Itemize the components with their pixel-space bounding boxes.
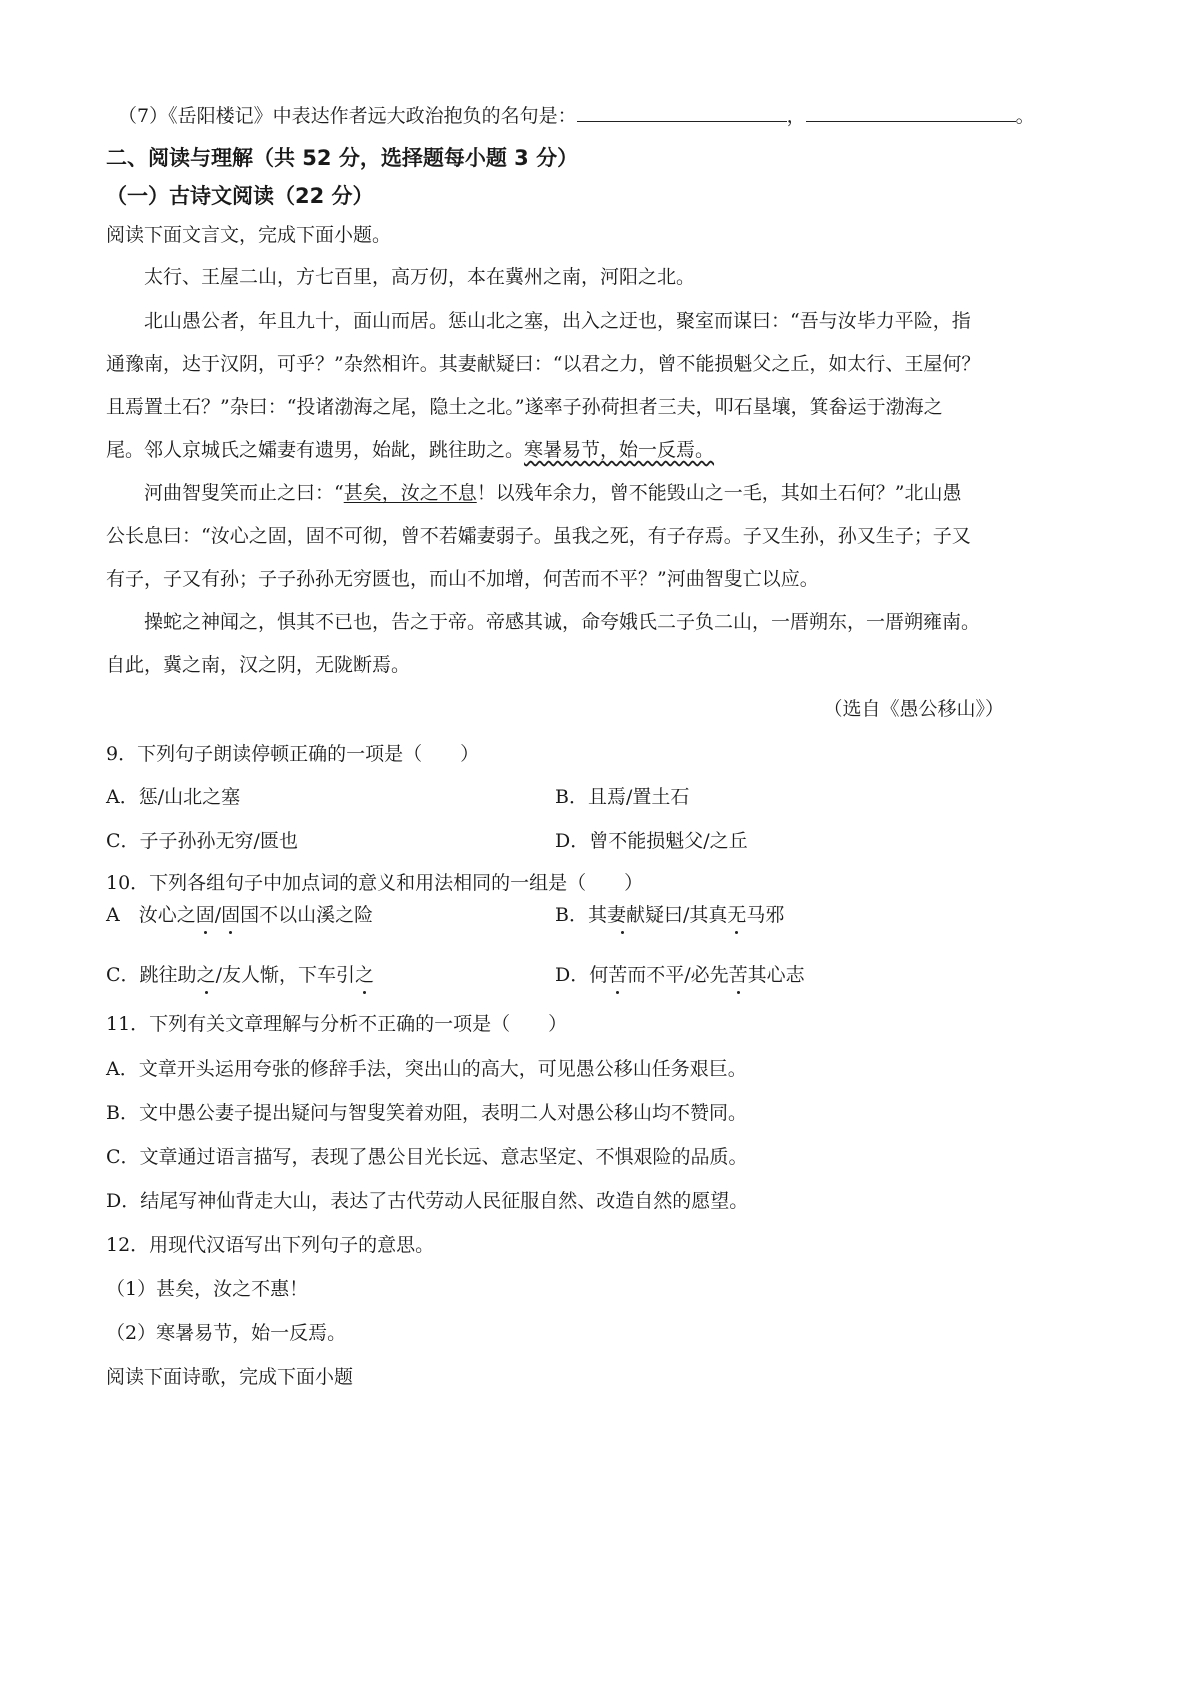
dotted-word: 之 (354, 964, 374, 986)
q9-option-d[interactable]: D．曾不能损魁父/之丘 (555, 830, 748, 852)
passage-p2-line2: 通豫南，达于汉阴，可乎？”杂然相许。其妻献疑曰：“以君之力，曾不能损魁父之丘，如太行、王屋何？ (106, 353, 981, 375)
q11-option-a[interactable]: A．文章开头运用夸张的修辞手法，突出山的高大，可见愚公移山任务艰巨。 (106, 1058, 747, 1080)
q9-option-b[interactable]: B．且焉/置土石 (555, 786, 690, 808)
q10-a-text-3: 国不以山溪之险 (240, 904, 374, 926)
dotted-word: 固 (195, 904, 215, 926)
passage-p3-line1-end: ！以残年余力，曾不能毁山之一毛，其如土石何？”北山愚 (476, 482, 962, 504)
q11-stem: 11．下列有关文章理解与分析不正确的一项是（ ） (106, 1013, 568, 1035)
q7-blank-1[interactable] (577, 102, 787, 122)
dotted-word (727, 906, 746, 925)
section-heading: 二、阅读与理解（共 52 分，选择题每小题 3 分） (106, 146, 579, 170)
q9-stem: 9．下列句子朗读停顿正确的一项是（ ） (106, 743, 480, 765)
q10-a-text-1: A 汝心之 (106, 904, 196, 926)
passage-p4-line1: 操蛇之神闻之，惧其不已也，告之于帝。帝感其诚，命夸娥氏二子负二山，一厝朔东，一厝朔雍南。 (144, 611, 981, 633)
dotted-word: 苦 (608, 964, 628, 986)
q7-line (118, 102, 1035, 126)
next-reading-instruction: 阅读下面诗歌，完成下面小题 (106, 1366, 354, 1388)
q10-a-text-2: / (214, 904, 222, 926)
q7-end: 。 (1015, 105, 1035, 127)
q10-d-text-1: D．何 (555, 964, 609, 986)
q11-option-b[interactable]: B．文中愚公妻子提出疑问与智叟笑着劝阻，表明二人对愚公移山均不赞同。 (106, 1102, 747, 1124)
passage-p2-line3: 且焉置土石？”杂曰：“投诸渤海之尾，隐土之北。”遂率子孙荷担者三夫，叩石垦壤，箕畚运于渤海之 (106, 396, 943, 418)
dotted-word (613, 906, 632, 925)
q7-comma: ， (786, 105, 806, 127)
q9-option-a[interactable]: A．惩/山北之塞 (106, 786, 241, 808)
q10-d-text-3: 其心志 (747, 964, 805, 986)
passage-source: （选自《愚公移山》） (823, 698, 1004, 720)
underlined-sentence: 甚矣，汝之不息 (343, 482, 477, 504)
q11-option-c[interactable]: C．文章通过语言描写，表现了愚公目光长远、意志坚定、不惧艰险的品质。 (106, 1146, 748, 1168)
q12-stem: 12．用现代汉语写出下列句子的意思。 (106, 1234, 435, 1256)
dotted-word: 苦 (728, 964, 748, 986)
dotted-word: 之 (196, 964, 216, 986)
q12-sentence-2: （2）寒暑易节，始一反焉。 (106, 1322, 347, 1344)
passage-p3-line2: 公长息曰：“汝心之固，固不可彻，曾不若孀妻弱子。虽我之死，有子存焉。子又生孙，孙又生子；子又 (106, 525, 971, 547)
q10-d-text-2: 而不平/必先 (627, 964, 729, 986)
passage-p3-line3: 有子，子又有孙；子子孙孙无穷匮也，而山不加增，何苦而不平？”河曲智叟亡以应。 (106, 568, 819, 590)
q11-option-d[interactable]: D．结尾写神仙背走大山，表达了古代劳动人民征服自然、改造自然的愿望。 (106, 1190, 749, 1212)
passage-p2-line4 (106, 441, 714, 460)
q10-option-a[interactable] (106, 906, 373, 925)
passage-p4-line2: 自此，冀之南，汉之阴，无陇断焉。 (106, 654, 411, 676)
q10-c-text-2: /友人惭，下车引 (215, 964, 355, 986)
subsection-heading: （一）古诗文阅读（22 分） (106, 184, 374, 208)
q10-option-d[interactable] (555, 966, 805, 985)
q10-option-c[interactable] (106, 966, 374, 985)
passage-p2-line4-text: 尾。邻人京城氏之孀妻有遗男，始龀，跳往助之。 (106, 439, 525, 461)
q9-option-c[interactable]: C．子子孙孙无穷/匮也 (106, 830, 298, 852)
q10-option-b[interactable] (555, 906, 784, 925)
q7-blank-2[interactable] (806, 102, 1016, 122)
q7-prefix: （7）《岳阳楼记》中表达作者远大政治抱负的名句是： (118, 105, 577, 127)
wavy-underlined-sentence: 寒暑易节，始一反焉。 (524, 439, 715, 461)
reading-instruction: 阅读下面文言文，完成下面小题。 (106, 224, 392, 246)
passage-p3-line1-start: 河曲智叟笑而止之曰：“ (144, 482, 344, 504)
q10-b-text: B．其妻献疑曰/其真无马邪 (555, 904, 785, 926)
q10-stem: 10．下列各组句子中加点词的意义和用法相同的一组是（ ） (106, 872, 644, 894)
dotted-word: 固 (221, 904, 241, 926)
passage-p2-line1: 北山愚公者，年且九十，面山而居。惩山北之塞，出入之迂也，聚室而谋曰：“吾与汝毕力平险，指 (144, 310, 971, 332)
q12-sentence-1: （1）甚矣，汝之不惠！ (106, 1278, 309, 1300)
passage-p1: 太行、王屋二山，方七百里，高万仞，本在冀州之南，河阳之北。 (144, 266, 696, 288)
q10-c-text-1: C．跳往助 (106, 964, 197, 986)
passage-p3-line1 (144, 484, 961, 503)
